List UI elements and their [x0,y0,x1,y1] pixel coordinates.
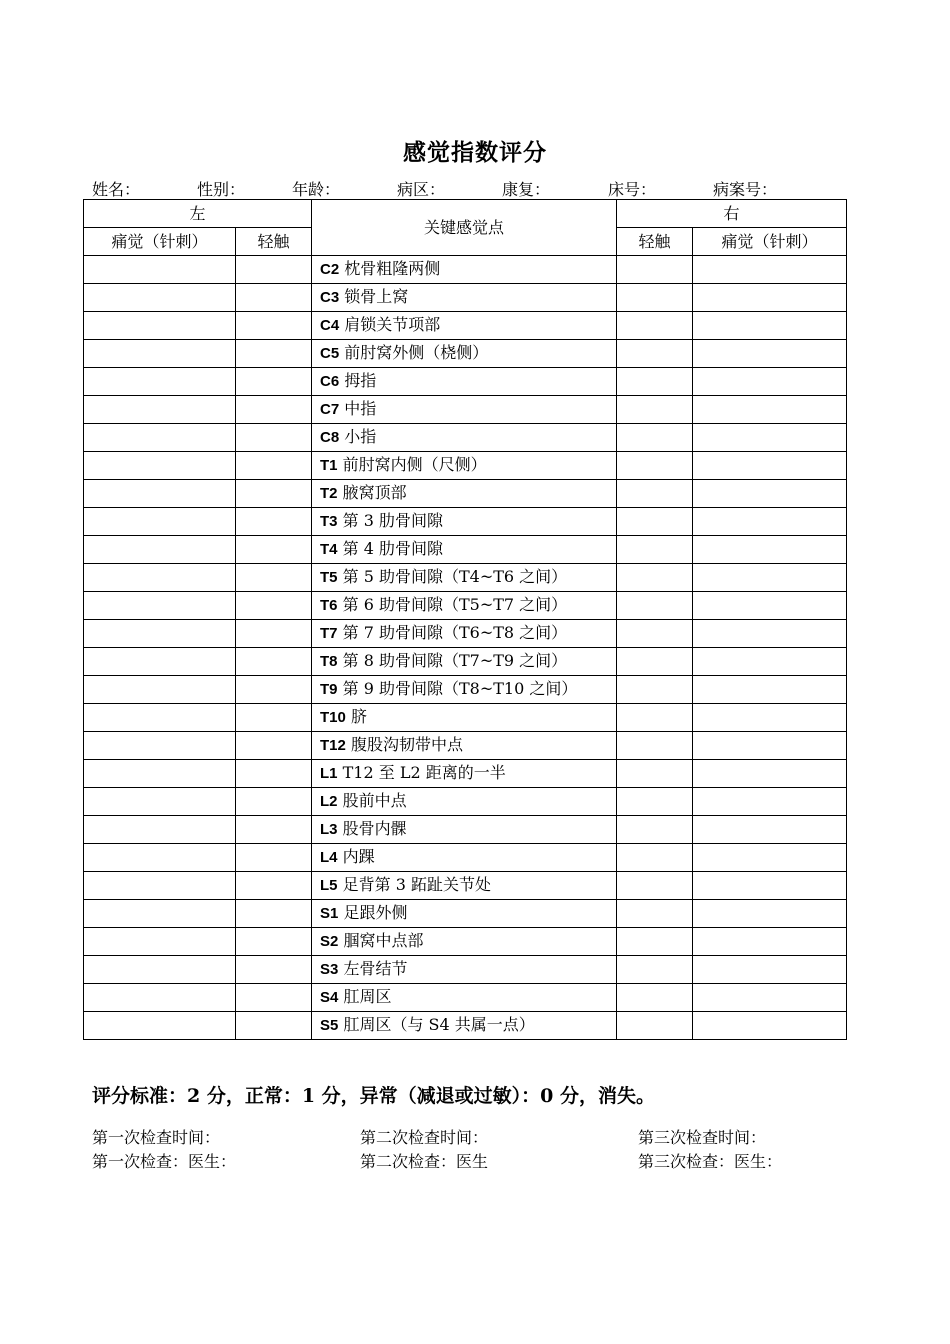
left-touch-cell[interactable] [236,872,312,900]
right-touch-cell[interactable] [617,956,693,984]
left-touch-cell[interactable] [236,676,312,704]
table-row [84,872,847,900]
table-row [84,564,847,592]
ward-label: 病区： [397,180,446,199]
left-pain-cell[interactable] [84,536,236,564]
left-touch-cell[interactable] [236,788,312,816]
key-point-cell [312,816,617,844]
left-touch-cell[interactable] [236,704,312,732]
segment-code: L2 [320,793,338,810]
key-point-description: T12 至 L2 距离的一半 [337,763,506,782]
table-row [84,340,847,368]
key-point-description: 前肘窝外侧（桡侧） [339,343,489,362]
right-pain-cell[interactable] [693,284,847,312]
table-row [84,508,847,536]
right-touch-cell[interactable] [617,1012,693,1040]
segment-code: C5 [320,345,340,362]
right-touch-header: 轻触 [617,228,693,256]
right-touch-cell[interactable] [617,452,693,480]
left-pain-cell[interactable] [84,984,236,1012]
segment-code: T1 [320,457,338,474]
left-pain-cell[interactable] [84,844,236,872]
key-point-cell [312,284,617,312]
left-touch-cell[interactable] [236,536,312,564]
table-row [84,396,847,424]
right-pain-cell[interactable] [693,704,847,732]
table-row [84,956,847,984]
key-point-cell [312,788,617,816]
table-row [84,592,847,620]
right-touch-cell[interactable] [617,564,693,592]
right-touch-cell[interactable] [617,536,693,564]
segment-code: C6 [320,373,340,390]
segment-code: T5 [320,569,338,586]
key-point-cell [312,368,617,396]
table-row [84,760,847,788]
right-pain-cell[interactable] [693,508,847,536]
exam-doctor-1: 第一次检查：医生： [92,1152,237,1171]
key-point-description: 第 8 助骨间隙（T7~T9 之间） [337,651,568,670]
segment-code: S1 [320,905,339,922]
right-pain-cell[interactable] [693,816,847,844]
segment-code: T10 [320,709,346,726]
gender-label: 性别： [197,180,246,199]
right-touch-cell[interactable] [617,480,693,508]
left-touch-cell[interactable] [236,312,312,340]
left-pain-cell[interactable] [84,368,236,396]
right-pain-cell[interactable] [693,480,847,508]
left-touch-cell[interactable] [236,256,312,284]
right-pain-cell[interactable] [693,984,847,1012]
key-point-cell [312,424,617,452]
segment-code: T9 [320,681,338,698]
segment-code: S5 [320,1017,339,1034]
table-row [84,928,847,956]
key-point-description: 第 4 肋骨间隙 [337,539,443,558]
left-pain-cell[interactable] [84,396,236,424]
left-pain-cell[interactable] [84,816,236,844]
key-point-description: 腋窝顶部 [337,483,407,502]
key-point-cell [312,956,617,984]
right-pain-cell[interactable] [693,788,847,816]
right-touch-cell[interactable] [617,340,693,368]
left-touch-cell[interactable] [236,620,312,648]
left-touch-cell[interactable] [236,452,312,480]
segment-code: T8 [320,653,338,670]
table-row [84,312,847,340]
right-pain-cell[interactable] [693,760,847,788]
key-point-cell [312,452,617,480]
left-touch-cell[interactable] [236,760,312,788]
right-touch-cell[interactable] [617,816,693,844]
left-pain-cell[interactable] [84,928,236,956]
key-point-description: 第 9 助骨间隙（T8~T10 之间） [337,679,578,698]
key-point-description: 足背第 3 跖趾关节处 [337,875,491,894]
key-point-cell [312,340,617,368]
right-touch-cell[interactable] [617,844,693,872]
segment-code: C3 [320,289,340,306]
left-touch-cell[interactable] [236,368,312,396]
key-point-cell [312,844,617,872]
page-title: 感觉指数评分 [403,139,547,166]
left-pain-cell[interactable] [84,284,236,312]
key-point-description: 腘窝中点部 [338,931,424,950]
key-point-description: 中指 [339,399,377,418]
case-number-label: 病案号： [713,180,778,199]
table-row [84,816,847,844]
key-point-description: 锁骨上窝 [339,287,409,306]
table-row [84,1012,847,1040]
key-point-cell [312,312,617,340]
right-pain-cell[interactable] [693,676,847,704]
right-pain-cell[interactable] [693,312,847,340]
left-touch-cell[interactable] [236,732,312,760]
left-touch-cell[interactable] [236,480,312,508]
segment-code: T3 [320,513,338,530]
exam-doctor-3: 第三次检查：医生： [638,1152,783,1171]
right-pain-cell[interactable] [693,424,847,452]
left-pain-cell[interactable] [84,760,236,788]
right-pain-cell[interactable] [693,564,847,592]
left-touch-cell[interactable] [236,928,312,956]
left-pain-cell[interactable] [84,1012,236,1040]
bed-number-label: 床号： [608,180,657,199]
table-row [84,480,847,508]
right-touch-cell[interactable] [617,760,693,788]
segment-code: C2 [320,261,340,278]
right-touch-cell[interactable] [617,312,693,340]
right-pain-cell[interactable] [693,732,847,760]
left-side-header: 左 [84,200,312,228]
exam-doctor-2: 第二次检查：医生 [360,1152,489,1171]
right-touch-cell[interactable] [617,508,693,536]
left-pain-cell[interactable] [84,788,236,816]
right-pain-cell[interactable] [693,648,847,676]
right-touch-cell[interactable] [617,592,693,620]
right-touch-cell[interactable] [617,704,693,732]
left-touch-cell[interactable] [236,1012,312,1040]
left-pain-cell[interactable] [84,508,236,536]
table-row [84,704,847,732]
segment-code: L1 [320,765,338,782]
patient-info-line [92,177,852,199]
right-touch-cell[interactable] [617,928,693,956]
key-point-description: 小指 [339,427,377,446]
key-point-description: 肛周区 [338,987,392,1006]
left-pain-cell[interactable] [84,256,236,284]
key-point-cell [312,536,617,564]
left-touch-cell[interactable] [236,424,312,452]
right-touch-cell[interactable] [617,648,693,676]
scoring-standard: 评分标准：2 分，正常：1 分，异常（减退或过敏）：0 分，消失。 [92,1085,656,1107]
key-point-description: 脐 [345,707,367,726]
left-touch-cell[interactable] [236,340,312,368]
right-touch-cell[interactable] [617,788,693,816]
table-row [84,900,847,928]
left-touch-cell[interactable] [236,844,312,872]
key-point-cell [312,508,617,536]
segment-code: T2 [320,485,338,502]
table-row [84,788,847,816]
right-touch-cell[interactable] [617,424,693,452]
right-pain-cell[interactable] [693,844,847,872]
right-touch-cell[interactable] [617,284,693,312]
rehab-label: 康复： [502,180,551,199]
key-point-description: 左骨结节 [338,959,408,978]
key-point-description: 第 5 助骨间隙（T4~T6 之间） [337,567,568,586]
left-pain-cell[interactable] [84,676,236,704]
left-pain-cell[interactable] [84,312,236,340]
key-point-cell [312,592,617,620]
segment-code: T7 [320,625,338,642]
left-pain-cell[interactable] [84,452,236,480]
left-pain-cell[interactable] [84,620,236,648]
right-pain-cell[interactable] [693,452,847,480]
table-row [84,984,847,1012]
key-point-cell [312,984,617,1012]
table-row [84,284,847,312]
right-touch-cell[interactable] [617,984,693,1012]
left-pain-header: 痛觉（针刺） [84,228,236,256]
left-touch-header: 轻触 [236,228,312,256]
key-point-description: 前肘窝内侧（尺侧） [337,455,487,474]
right-touch-cell[interactable] [617,872,693,900]
right-pain-cell[interactable] [693,900,847,928]
key-point-cell [312,1012,617,1040]
key-point-description: 腹股沟韧带中点 [345,735,463,754]
right-pain-cell[interactable] [693,620,847,648]
left-touch-cell[interactable] [236,564,312,592]
right-touch-cell[interactable] [617,620,693,648]
exam-time-1: 第一次检查时间： [92,1128,221,1147]
table-row [84,368,847,396]
key-point-description: 拇指 [339,371,377,390]
left-pain-cell[interactable] [84,564,236,592]
right-pain-cell[interactable] [693,256,847,284]
segment-code: C8 [320,429,340,446]
segment-code: S3 [320,961,339,978]
segment-code: L5 [320,877,338,894]
left-touch-cell[interactable] [236,284,312,312]
right-pain-cell[interactable] [693,872,847,900]
key-point-description: 足跟外侧 [338,903,408,922]
right-pain-cell[interactable] [693,536,847,564]
table-row [84,676,847,704]
right-touch-cell[interactable] [617,396,693,424]
left-touch-cell[interactable] [236,956,312,984]
key-point-cell [312,676,617,704]
segment-code: L3 [320,821,338,838]
key-point-cell [312,900,617,928]
right-touch-cell[interactable] [617,900,693,928]
segment-code: T6 [320,597,338,614]
key-point-description: 第 7 助骨间隙（T6~T8 之间） [337,623,568,642]
table-row [84,732,847,760]
key-point-cell [312,256,617,284]
key-point-description: 内踝 [337,847,375,866]
left-touch-cell[interactable] [236,648,312,676]
table-row [84,452,847,480]
sensory-score-table [83,199,847,1040]
right-pain-cell[interactable] [693,592,847,620]
right-touch-cell[interactable] [617,732,693,760]
left-pain-cell[interactable] [84,592,236,620]
left-touch-cell[interactable] [236,396,312,424]
table-row [84,536,847,564]
left-pain-cell[interactable] [84,732,236,760]
key-point-header: 关键感觉点 [312,200,617,256]
key-point-cell [312,396,617,424]
key-point-description: 股骨内髁 [337,819,407,838]
name-label: 姓名： [92,180,141,199]
key-point-cell [312,872,617,900]
table-row [84,648,847,676]
age-label: 年龄： [292,180,341,199]
exam-time-3: 第三次检查时间： [638,1128,767,1147]
right-pain-header: 痛觉（针刺） [693,228,847,256]
key-point-cell [312,928,617,956]
segment-code: C4 [320,317,340,334]
key-point-cell [312,564,617,592]
key-point-cell [312,704,617,732]
left-pain-cell[interactable] [84,424,236,452]
left-pain-cell[interactable] [84,648,236,676]
left-touch-cell[interactable] [236,816,312,844]
segment-code: L4 [320,849,338,866]
right-touch-cell[interactable] [617,368,693,396]
key-point-cell [312,732,617,760]
left-touch-cell[interactable] [236,984,312,1012]
right-pain-cell[interactable] [693,956,847,984]
key-point-description: 肩锁关节项部 [339,315,441,334]
table-row [84,256,847,284]
key-point-description: 股前中点 [337,791,407,810]
right-pain-cell[interactable] [693,340,847,368]
left-touch-cell[interactable] [236,900,312,928]
key-point-description: 第 3 肋骨间隙 [337,511,443,530]
key-point-cell [312,648,617,676]
key-point-description: 第 6 助骨间隙（T5~T7 之间） [337,595,568,614]
key-point-description: 枕骨粗隆两侧 [339,259,441,278]
segment-code: S4 [320,989,339,1006]
right-pain-cell[interactable] [693,1012,847,1040]
table-row [84,844,847,872]
left-pain-cell[interactable] [84,872,236,900]
exam-time-2: 第二次检查时间： [360,1128,489,1147]
table-row [84,424,847,452]
left-touch-cell[interactable] [236,592,312,620]
right-touch-cell[interactable] [617,256,693,284]
segment-code: T4 [320,541,338,558]
left-pain-cell[interactable] [84,480,236,508]
left-pain-cell[interactable] [84,956,236,984]
key-point-description: 肛周区（与 S4 共属一点） [338,1015,535,1034]
segment-code: S2 [320,933,339,950]
segment-code: T12 [320,737,346,754]
key-point-cell [312,480,617,508]
left-pain-cell[interactable] [84,340,236,368]
segment-code: C7 [320,401,340,418]
table-row [84,620,847,648]
right-pain-cell[interactable] [693,368,847,396]
right-touch-cell[interactable] [617,676,693,704]
key-point-cell [312,760,617,788]
left-pain-cell[interactable] [84,900,236,928]
right-side-header: 右 [617,200,847,228]
left-pain-cell[interactable] [84,704,236,732]
right-pain-cell[interactable] [693,928,847,956]
right-pain-cell[interactable] [693,396,847,424]
key-point-cell [312,620,617,648]
left-touch-cell[interactable] [236,508,312,536]
